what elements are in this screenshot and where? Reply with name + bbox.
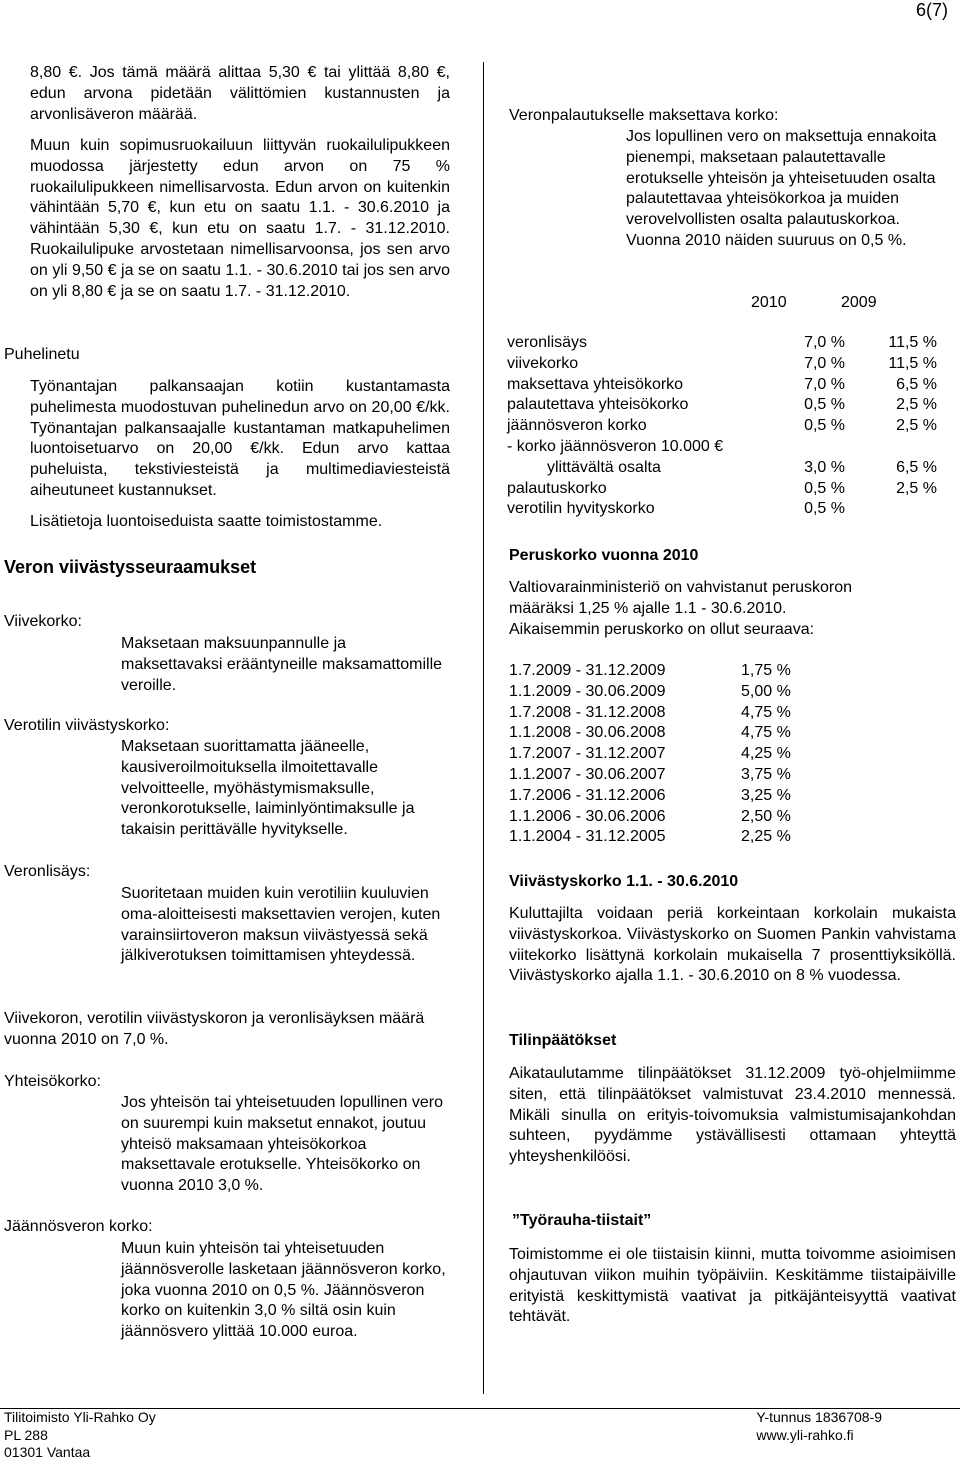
peruskorko-row [509,682,791,703]
year-header-2010: 2010 [751,294,787,311]
year-header-2009: 2009 [841,294,877,311]
rate-row [507,333,937,354]
peruskorko-heading: Peruskorko vuonna 2010 [509,547,699,564]
tilinpaatos-heading: Tilinpäätökset [509,1032,617,1049]
footer-website[interactable]: www.yli-rahko.fi [756,1426,854,1443]
rate-2009: 6,5 % [896,458,937,476]
peruskorko-period: 1.7.2007 - 31.12.2007 [509,745,666,763]
verotilin-text: Maksetaan suorittamatta jääneelle, kausiveroilmoituksella ilmoitettavalle velvoitteelle, myöhästymismaksulle, veronkorotukselle, laiminlyöntimaksulle ja takaisin perittävälle hyvitykselle. [121,738,415,839]
rate-row [507,375,937,396]
peruskorko-row [509,765,791,786]
peruskorko-row [509,703,791,724]
rate-2010: 7,0 % [804,334,845,351]
rate-2010: 0,5 % [804,417,845,435]
peruskorko-period: 1.1.2008 - 30.06.2008 [509,724,666,742]
peruskorko-rate: 3,25 % [741,786,791,804]
tyorauha-text: Toimistomme ei ole tiistaisin kiinni, mutta toivomme asioimisen ohjautuvan viikon muihin työpäiviin. Keskitämme tiistaipäiville erityistä keskittymistä vaativat ja pitkäjänteisyyttä vaativat tehtävät. [509,1246,956,1326]
footer-business-id: Y-tunnus 1836708-9 [756,1409,882,1425]
peruskorko-period: 1.7.2008 - 31.12.2008 [509,703,666,721]
peruskorko-earlier: Aikaisemmin peruskorko on ollut seuraava: [509,621,815,638]
rate-2009: 11,5 % [888,354,937,372]
rate-2010: 0,5 % [804,500,845,518]
peruskorko-rate: 4,75 % [741,724,791,742]
peruskorko-text: Valtiovarainministeriö on vahvistanut peruskoron määräksi 1,25 % ajalle 1.1 - 30.6.2010. [509,579,852,617]
peruskorko-rate: 5,00 % [741,682,791,700]
footer-address [4,1409,156,1462]
peruskorko-period: 1.1.2004 - 31.12.2005 [509,828,666,846]
peruskorko-rate: 4,25 % [741,745,791,763]
rate-2009: 6,5 % [896,375,937,393]
yhteisokorko-label: Yhteisökorko: [4,1073,101,1090]
footer-company: Tilitoimisto Yli-Rahko Oy [4,1409,156,1425]
peruskorko-row [509,827,791,848]
rate-label: - korko jäännösveron 10.000 € [507,437,724,455]
veronpalautus-text: Jos lopullinen vero on maksettuja ennakoita pienempi, maksetaan palautettavalle erotukselle yhteisön ja yhteisetuuden osalta palautettavaa yhteisökorkoa ja muiden verovelvollisten osalta palautuskorkoa. Vuonna 2010 näiden suuruus on 0,5 %. [626,128,937,249]
footer-city: 01301 Vantaa [4,1444,91,1460]
peruskorko-period: 1.1.2007 - 30.06.2007 [509,765,666,783]
peruskorko-rate: 1,75 % [741,662,791,679]
rate-label: viivekorko [507,354,579,372]
rate-2010: 7,0 % [804,375,845,393]
rates-table [507,333,937,520]
footer-contact [756,1409,882,1444]
rate-2009: 11,5 % [888,334,937,351]
peruskorko-period: 1.1.2009 - 30.06.2009 [509,682,666,700]
peruskorko-rate: 2,50 % [741,807,791,825]
jaannos-label: Jäännösveron korko: [4,1218,153,1235]
rate-row [507,416,937,437]
rate-2009 [845,499,937,520]
rate-2009: 2,5 % [896,479,937,497]
peruskorko-row [509,744,791,765]
rate-row [507,499,937,520]
rate-label: maksettava yhteisökorko [507,375,684,393]
verotilin-label: Verotilin viivästyskorko: [4,717,170,734]
rate-2009: 2,5 % [896,396,937,414]
puhelinetu-label: Puhelinetu [4,346,80,363]
veronpalautus-label: Veronpalautukselle maksettava korko: [509,107,779,124]
viivekoron-text: Viivekoron, verotilin viivästyskoron ja veronlisäyksen määrä vuonna 2010 on 7,0 %. [4,1010,425,1048]
rate-label: verotilin hyvityskorko [507,500,655,518]
veronlisays-label: Veronlisäys: [4,863,91,880]
viivekorko-label: Viivekorko: [4,613,82,630]
rate-2010: 7,0 % [804,354,845,372]
peruskorko-row [509,807,791,828]
rate-label: palautuskorko [507,479,607,497]
paragraph-meal-value: 8,80 €. Jos tämä määrä alittaa 5,30 € tai ylittää 8,80 €, edun arvona pidetään välittömien kustannusten ja arvonlisäveron määrää. [30,64,450,123]
peruskorko-period: 1.7.2009 - 31.12.2009 [509,662,666,679]
paragraph-phone-benefit: Työnantajan palkansaajan kotiin kustantamasta puhelimesta muodostuvan puhelinedun arvo on 20,00 €/kk. Työnantajan palkansaajalle kustantaman matkapuhelimen luontoisetuarvo on 20,00 €/kk. Edun arvo kattaa puheluista, tekstiviesteistä ja multimediaviesteistä aiheutuneet kustannukset. [30,378,450,499]
jaannos-text: Muun kuin yhteisön tai yhteisetuuden jäännösverolle lasketaan jäännösveron korko, joka vuonna 2010 on 0,5 %. Jäännösveron korko on kuitenkin 3,0 % siltä osin kuin jäännösvero ylittää 10.000 euroa. [121,1240,446,1341]
more-info-text: Lisätietoja luontoiseduista saatte toimistostamme. [30,513,383,530]
rate-2010: 0,5 % [804,479,845,497]
peruskorko-rate: 4,75 % [741,703,791,721]
viivastys-heading: Viivästyskorko 1.1. - 30.6.2010 [509,873,739,890]
rate-label: jäännösveron korko [507,417,647,435]
peruskorko-table [509,661,791,848]
section-heading-tax-delay: Veron viivästysseuraamukset [4,557,257,577]
viivekorko-text: Maksetaan maksuunpannulle ja maksettavaksi erääntyneille maksamattomille veroille. [121,635,443,694]
peruskorko-row [509,786,791,807]
rate-row [507,437,937,458]
rate-2010: 3,0 % [804,458,845,476]
rate-row [507,395,937,416]
column-divider [483,62,484,1394]
paragraph-meal-voucher: Muun kuin sopimusruokailuun liittyvän ruokailulipukkeen muodossa järjestetty edun arvon on 75 % ruokailulipukkeen nimellisarvosta. Edun arvon on kuitenkin vähintään 5,70 €, kun etu on saatu 1.1. - 30.6.2010 ja vähintään 5,30 €, kun etu on saatu 1.7. - 31.12.2010. Ruokailulipuke arvostetaan nimellisarvoonsa, jos sen arvo on yli 9,50 € ja se on saatu 1.1. - 30.6.2010 tai jos sen arvo on yli 8,80 € ja se on saatu 1.7. - 31.12.2010. [30,137,450,300]
rate-2010: 0,5 % [804,396,845,414]
peruskorko-row [509,723,791,744]
peruskorko-rate: 3,75 % [741,765,791,783]
tilinpaatos-text: Aikataulutamme tilinpäätökset 31.12.2009 työ-ohjelmiimme siten, että tilinpäätökset valmistuvat 23.4.2010 mennessä. Mikäli sinulla on erityis-toivomuksia valmistumisajankohdan suhteen, pyydämme ystävällisesti ottamaan yhteyttä yhteyshenkilöösi. [509,1065,956,1166]
peruskorko-row [509,661,791,682]
yhteisokorko-text: Jos yhteisön tai yhteisetuuden lopullinen vero on suurempi kuin maksetut ennakot, joutuu yhteisö maksamaan yhteisökorkoa maksettavale erotukselle. Yhteisökorko on vuonna 2010 3,0 %. [121,1094,443,1195]
viivastys-text: Kuluttajilta voidaan periä korkeintaan korkolain mukaista viivästyskorkoa. Viivästyskorko on Suomen Pankin vahvistama viitekorko lisättynä korkolain mukaisella 7 prosenttiyksiköllä. Viivästyskorko ajalla 1.1. - 30.6.2010 on 8 % vuodessa. [509,905,956,985]
footer-pobox: PL 288 [4,1426,48,1443]
rate-label: veronlisäys [507,334,588,351]
rate-row [507,479,937,500]
peruskorko-rate: 2,25 % [741,828,791,846]
veronlisays-text: Suoritetaan muiden kuin verotiliin kuuluvien oma-aloitteisesti maksettavien verojen, kuten varainsiirtoveron maksun viivästyessä sekä jälkiverotuksen toimittamisen yhteydessä. [121,885,441,965]
peruskorko-period: 1.7.2006 - 31.12.2006 [509,786,666,804]
rate-row [507,458,937,479]
page-number: 6(7) [915,0,948,20]
rate-label: palautettava yhteisökorko [507,396,689,414]
rate-row [507,354,937,375]
rate-label: ylittävältä osalta [547,458,661,476]
tyorauha-heading: ”Työrauha-tiistait” [512,1212,652,1229]
rate-2009: 2,5 % [896,417,937,435]
peruskorko-period: 1.1.2006 - 30.06.2006 [509,807,666,825]
